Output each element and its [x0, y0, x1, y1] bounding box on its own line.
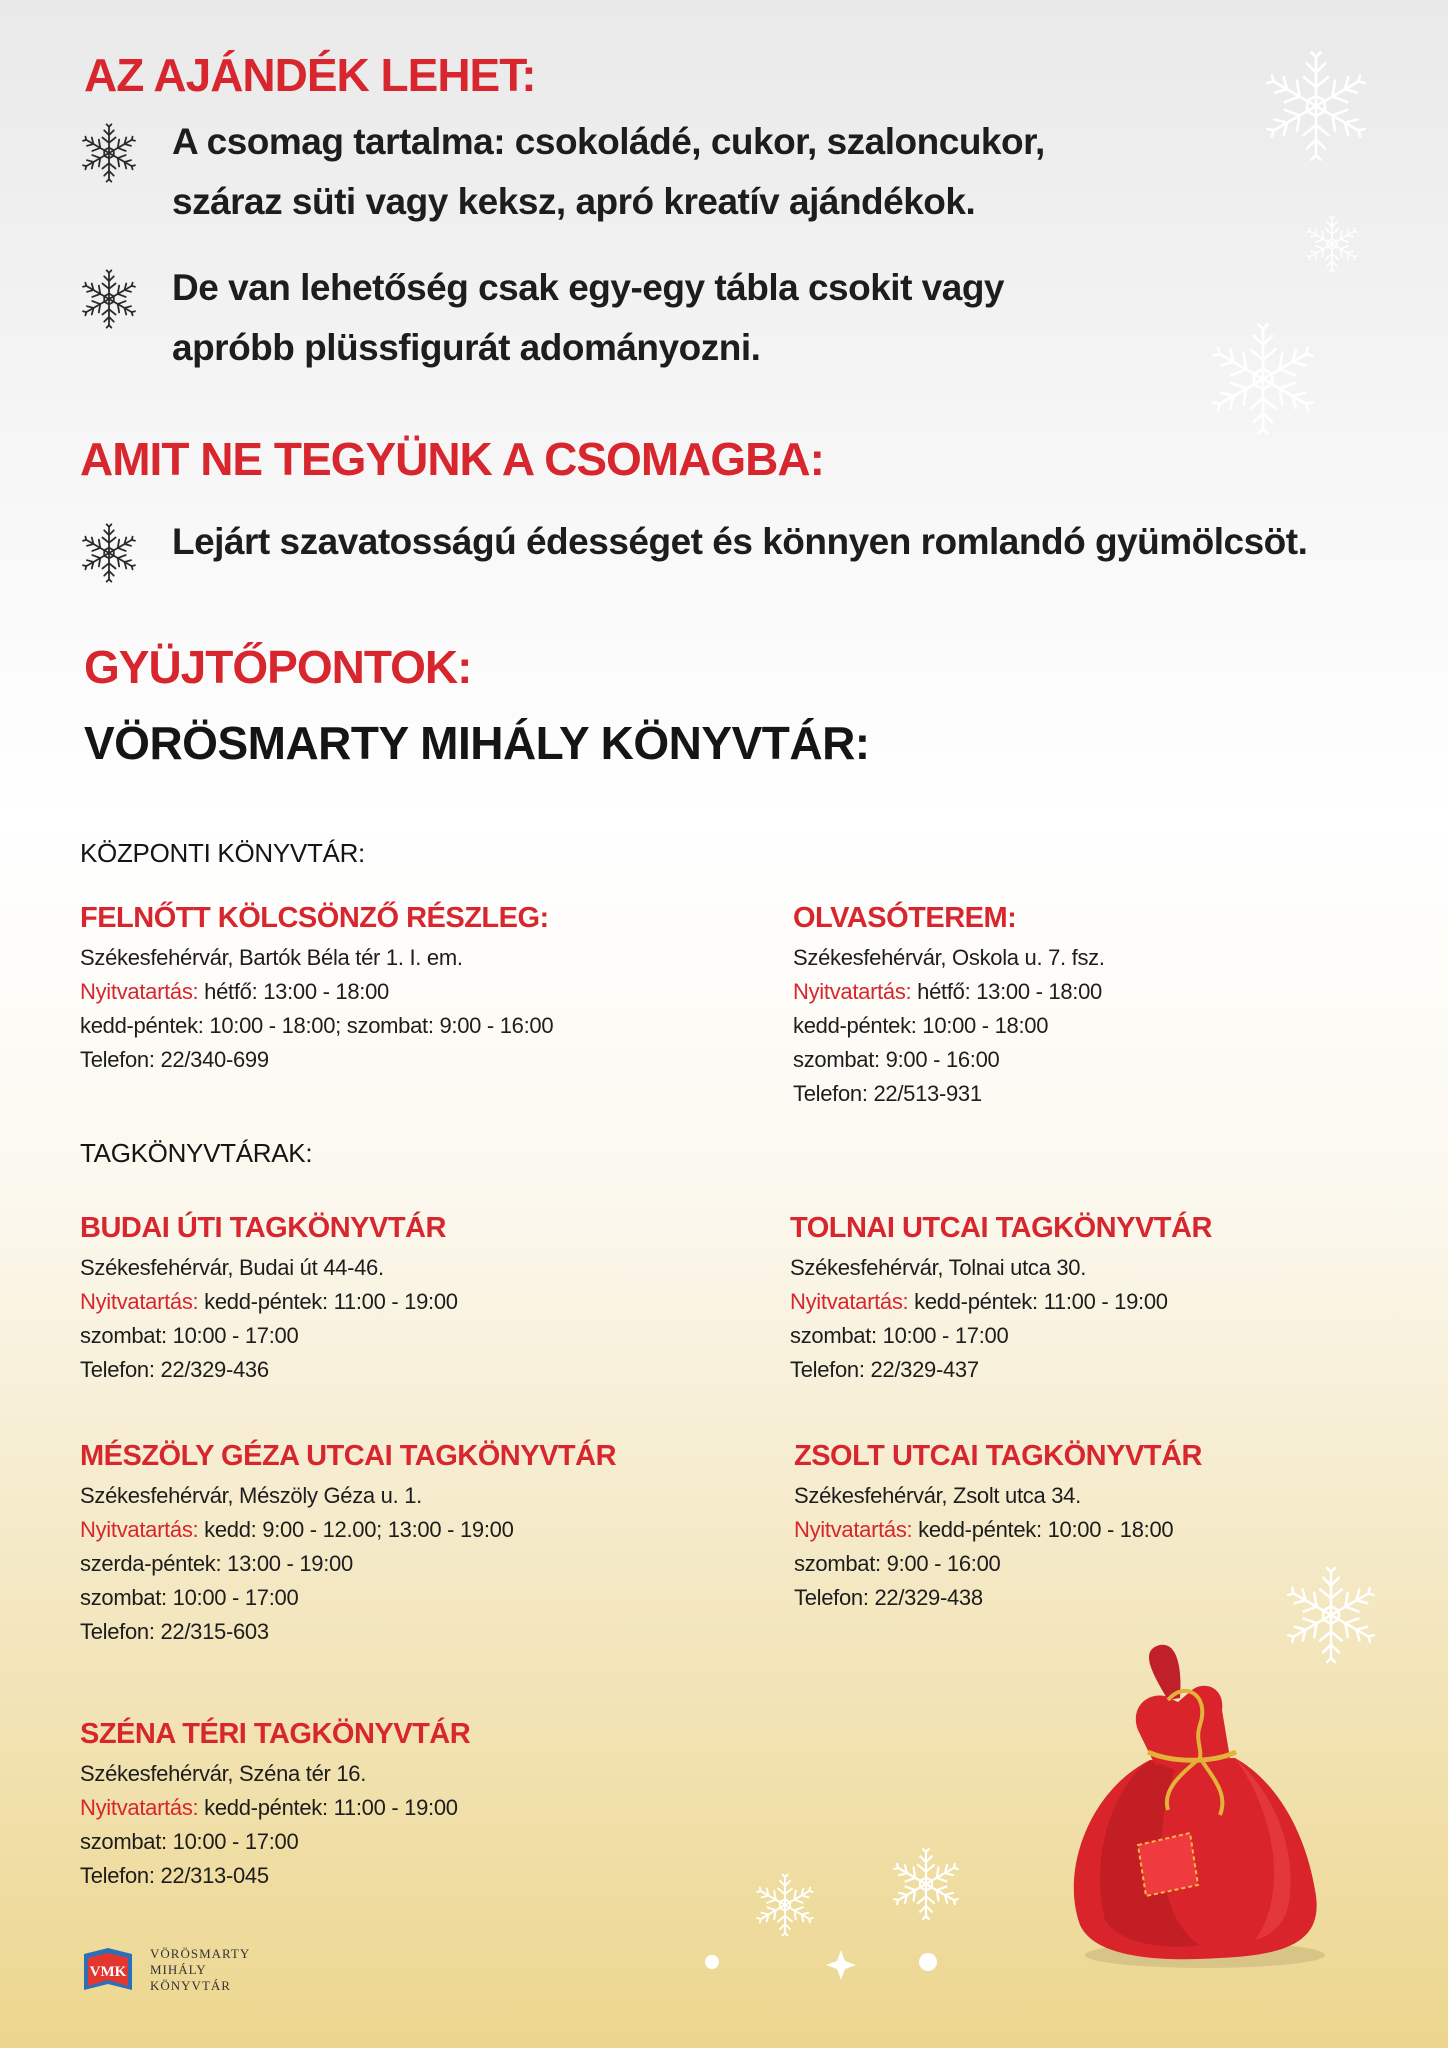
hours-value: kedd-péntek: 11:00 - 19:00	[204, 1795, 458, 1820]
library-name: SZÉNA TÉRI TAGKÖNYVTÁR	[80, 1718, 471, 1750]
library-hours	[80, 975, 553, 1009]
bullet-line: A csomag tartalma: csokoládé, cukor, szaloncukor,	[172, 121, 1045, 162]
logo-mark: VMK	[89, 1964, 127, 1980]
library-name: ZSOLT UTCAI TAGKÖNYVTÁR	[794, 1440, 1202, 1472]
library-name: FELNŐTT KÖLCSÖNZŐ RÉSZLEG:	[80, 902, 549, 934]
book-logo-icon	[80, 1942, 136, 1998]
library-logo	[80, 1942, 250, 1998]
bullet-line: De van lehetőség csak egy-egy tábla csokit vagy	[172, 267, 1004, 308]
library-card-zsolt	[794, 1440, 1202, 1615]
hours-label: Nyitvatartás:	[794, 1517, 913, 1542]
snowflake-icon	[78, 518, 140, 588]
library-phone: Telefon: 22/313-045	[80, 1863, 269, 1888]
gift-bullet-2	[78, 258, 1004, 378]
library-hours-extra: szombat: 10:00 - 17:00	[790, 1323, 1009, 1348]
library-address: Székesfehérvár, Budai út 44-46.	[80, 1255, 384, 1280]
library-hours	[794, 1513, 1202, 1547]
library-hours	[80, 1285, 458, 1319]
hours-value: kedd-péntek: 10:00 - 18:00	[918, 1517, 1174, 1542]
snowflake-decoration-icon	[1204, 314, 1322, 444]
collect-section-title: GYÜJTŐPONTOK:	[84, 641, 472, 693]
sparkles-decoration	[700, 1950, 940, 2000]
snowflake-decoration-icon	[1258, 48, 1374, 164]
bullet-line: apróbb plüssfigurát adományozni.	[172, 327, 761, 368]
library-name: MÉSZÖLY GÉZA UTCAI TAGKÖNYVTÁR	[80, 1440, 617, 1472]
snowflake-icon	[78, 118, 140, 188]
library-hours	[790, 1285, 1212, 1319]
library-address: Székesfehérvár, Bartók Béla tér 1. I. em.	[80, 945, 463, 970]
snowflake-icon	[78, 264, 140, 334]
hours-label: Nyitvatartás:	[790, 1289, 909, 1314]
library-hours-extra: kedd-péntek: 10:00 - 18:00; szombat: 9:00 - 16:00	[80, 1013, 554, 1038]
hours-label: Nyitvatartás:	[80, 1517, 199, 1542]
library-card-olvaso	[793, 902, 1105, 1111]
gift-section-title: AZ AJÁNDÉK LEHET:	[84, 49, 536, 101]
hours-label: Nyitvatartás:	[80, 1289, 199, 1314]
library-hours	[793, 975, 1105, 1009]
library-name: BUDAI ÚTI TAGKÖNYVTÁR	[80, 1212, 446, 1244]
library-address: Székesfehérvár, Széna tér 16.	[80, 1761, 367, 1786]
hours-label: Nyitvatartás:	[80, 1795, 199, 1820]
snowflake-decoration-icon	[752, 1872, 818, 1938]
hours-value: kedd: 9:00 - 12.00; 13:00 - 19:00	[204, 1517, 514, 1542]
library-hours-extra: szombat: 10:00 - 17:00	[80, 1323, 299, 1348]
library-phone: Telefon: 22/513-931	[793, 1081, 982, 1106]
library-card-szena	[80, 1718, 470, 1893]
library-phone: Telefon: 22/315-603	[80, 1619, 269, 1644]
library-hours	[80, 1791, 470, 1825]
snowflake-decoration-icon	[1302, 214, 1362, 274]
library-name: OLVASÓTEREM:	[793, 902, 1017, 934]
library-address: Székesfehérvár, Oskola u. 7. fsz.	[793, 945, 1105, 970]
library-hours-extra: szombat: 10:00 - 17:00	[80, 1829, 299, 1854]
library-card-tolnai	[790, 1212, 1212, 1387]
not-section-title: AMIT NE TEGYÜNK A CSOMAGBA:	[80, 433, 824, 485]
logo-line: MIHÁLY	[150, 1962, 207, 1977]
snowflake-decoration-icon	[888, 1846, 964, 1922]
library-address: Székesfehérvár, Mészöly Géza u. 1.	[80, 1483, 422, 1508]
library-name: TOLNAI UTCAI TAGKÖNYVTÁR	[790, 1212, 1212, 1244]
library-title: VÖRÖSMARTY MIHÁLY KÖNYVTÁR:	[84, 717, 870, 769]
library-card-felnott	[80, 902, 553, 1077]
library-hours-extra: szombat: 9:00 - 16:00	[793, 1047, 1000, 1072]
bullet-line: Lejárt szavatosságú édességet és könnyen romlandó gyümölcsöt.	[172, 521, 1308, 562]
gift-sack-illustration	[1050, 1640, 1340, 1970]
logo-line: VÖRÖSMARTY	[150, 1946, 251, 1961]
hours-label: Nyitvatartás:	[80, 979, 199, 1004]
bullet-line: száraz süti vagy keksz, apró kreatív ajándékok.	[172, 181, 976, 222]
library-phone: Telefon: 22/329-436	[80, 1357, 269, 1382]
library-card-budai	[80, 1212, 458, 1387]
library-card-meszoly	[80, 1440, 616, 1649]
central-library-label: KÖZPONTI KÖNYVTÁR:	[80, 838, 365, 868]
not-bullet-1	[78, 512, 1307, 588]
library-phone: Telefon: 22/340-699	[80, 1047, 269, 1072]
library-phone: Telefon: 22/329-437	[790, 1357, 979, 1382]
library-hours-extra: szombat: 10:00 - 17:00	[80, 1585, 299, 1610]
branch-libraries-label: TAGKÖNYVTÁRAK:	[80, 1138, 313, 1168]
library-hours-extra: szerda-péntek: 13:00 - 19:00	[80, 1551, 353, 1576]
library-hours	[80, 1513, 616, 1547]
library-hours-extra: kedd-péntek: 10:00 - 18:00	[793, 1013, 1049, 1038]
hours-value: kedd-péntek: 11:00 - 19:00	[914, 1289, 1168, 1314]
hours-value: hétfő: 13:00 - 18:00	[204, 979, 389, 1004]
hours-label: Nyitvatartás:	[793, 979, 912, 1004]
library-address: Székesfehérvár, Tolnai utca 30.	[790, 1255, 1087, 1280]
library-address: Székesfehérvár, Zsolt utca 34.	[794, 1483, 1081, 1508]
library-hours-extra: szombat: 9:00 - 16:00	[794, 1551, 1001, 1576]
hours-value: hétfő: 13:00 - 18:00	[917, 979, 1102, 1004]
hours-value: kedd-péntek: 11:00 - 19:00	[204, 1289, 458, 1314]
library-phone: Telefon: 22/329-438	[794, 1585, 983, 1610]
logo-line: KÖNYVTÁR	[150, 1978, 231, 1993]
gift-bullet-1	[78, 112, 1045, 232]
